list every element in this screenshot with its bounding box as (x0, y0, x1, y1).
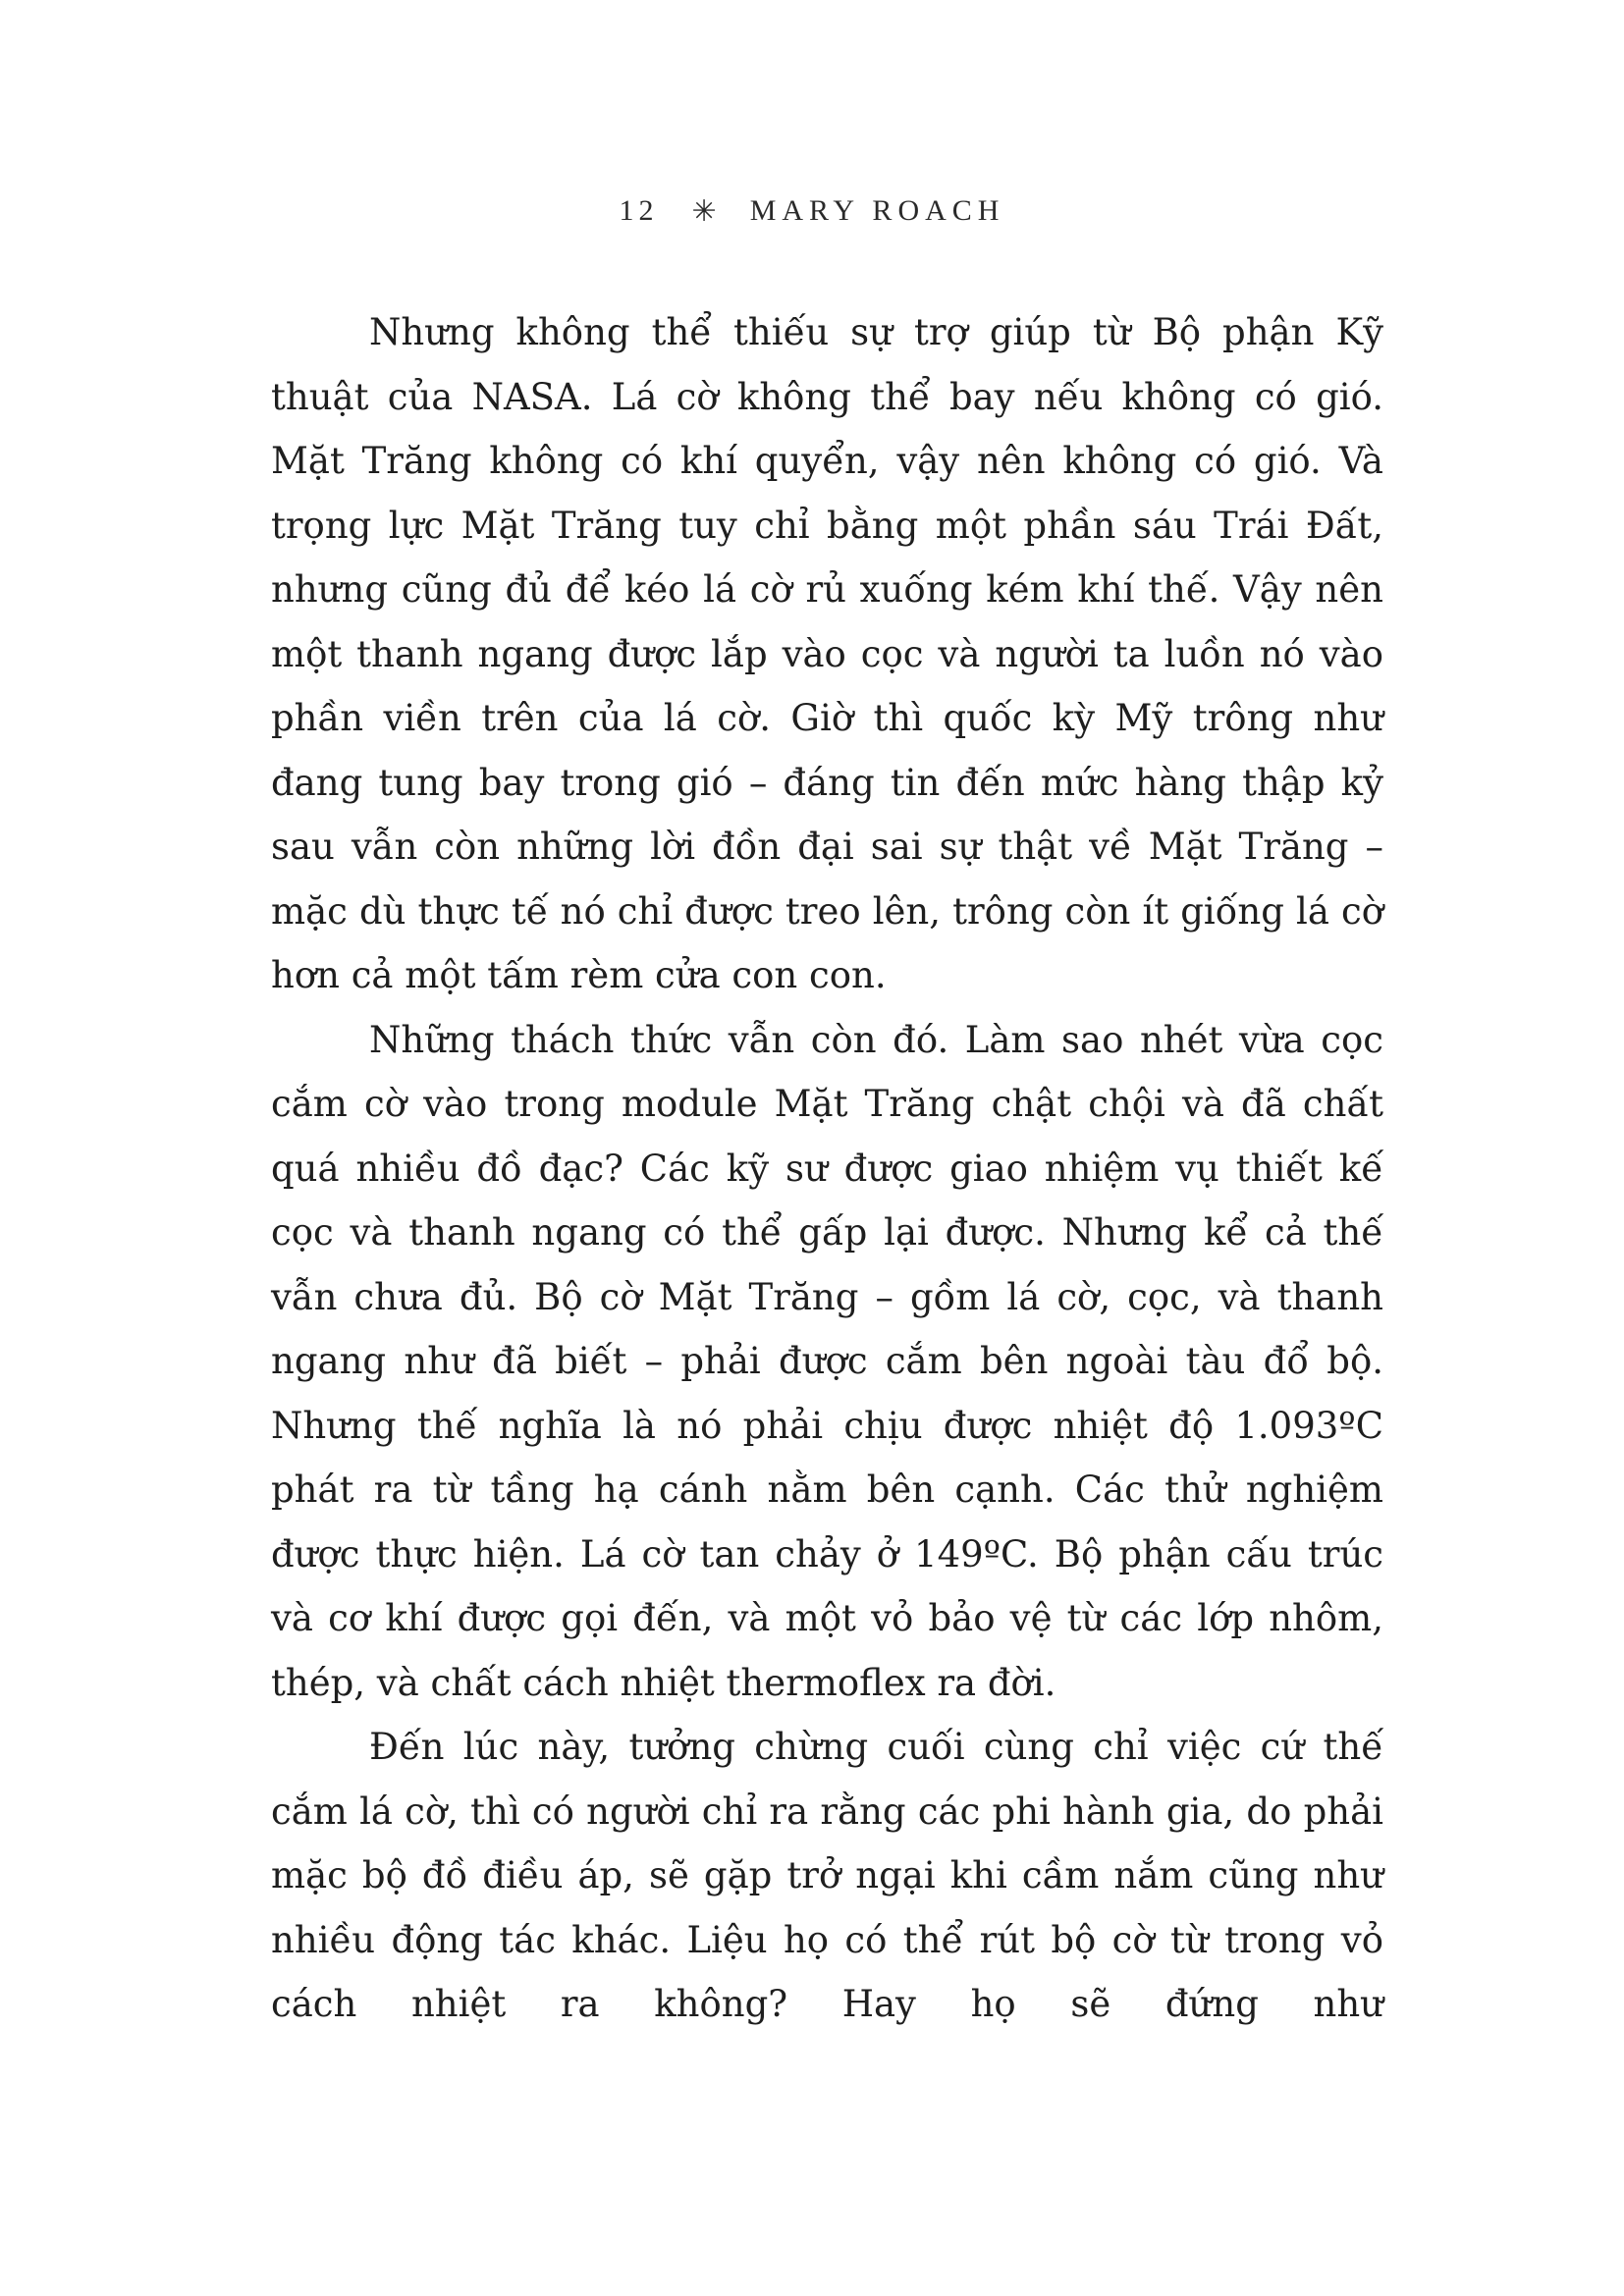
page-number: 12 (619, 194, 659, 228)
paragraph-flag-engineering: Nhưng không thể thiếu sự trợ giúp từ Bộ phận Kỹ thuật của NASA. Lá cờ không thể bay nếu không có gió. Mặt Trăng không có khí quyển, vậy nên không có gió. Và trọng lực Mặt Trăng tuy chỉ bằng một phần sáu Trái Đất, nhưng cũng đủ để kéo lá cờ rủ xuống kém khí thế. Vậy nên một thanh ngang được lắp vào cọc và người ta luồn nó vào phần viền trên của lá cờ. Giờ thì quốc kỳ Mỹ trông như đang tung bay trong gió – đáng tin đến mức hàng thập kỷ sau vẫn còn những lời đồn đại sai sự thật về Mặt Trăng – mặc dù thực tế nó chỉ được treo lên, trông còn ít giống lá cờ hơn cả một tấm rèm cửa con con. (271, 311, 1383, 996)
author-name: MARY ROACH (749, 194, 1005, 228)
asterisk-ornament-icon: ✳ (691, 194, 717, 228)
body-text (271, 300, 1383, 2037)
paragraph-astronaut-suits: Đến lúc này, tưởng chừng cuối cùng chỉ việc cứ thế cắm lá cờ, thì có người chỉ ra rằng các phi hành gia, do phải mặc bộ đồ điều áp, sẽ gặp trở ngại khi cầm nắm cũng như nhiều động tác khác. Liệu họ có thể rút bộ cờ từ trong vỏ cách nhiệt ra không? Hay họ sẽ đứng như (271, 1726, 1383, 2025)
paragraph-flag-challenges: Những thách thức vẫn còn đó. Làm sao nhét vừa cọc cắm cờ vào trong module Mặt Trăng chật chội và đã chất quá nhiều đồ đạc? Các kỹ sư được giao nhiệm vụ thiết kế cọc và thanh ngang có thể gấp lại được. Nhưng kể cả thế vẫn chưa đủ. Bộ cờ Mặt Trăng – gồm lá cờ, cọc, và thanh ngang như đã biết – phải được cắm bên ngoài tàu đổ bộ. Nhưng thế nghĩa là nó phải chịu được nhiệt độ 1.093ºC phát ra từ tầng hạ cánh nằm bên cạnh. Các thử nghiệm được thực hiện. Lá cờ tan chảy ở 149ºC. Bộ phận cấu trúc và cơ khí được gọi đến, và một vỏ bảo vệ từ các lớp nhôm, thép, và chất cách nhiệt thermoflex ra đời. (271, 1018, 1383, 1704)
running-head (0, 192, 1624, 229)
